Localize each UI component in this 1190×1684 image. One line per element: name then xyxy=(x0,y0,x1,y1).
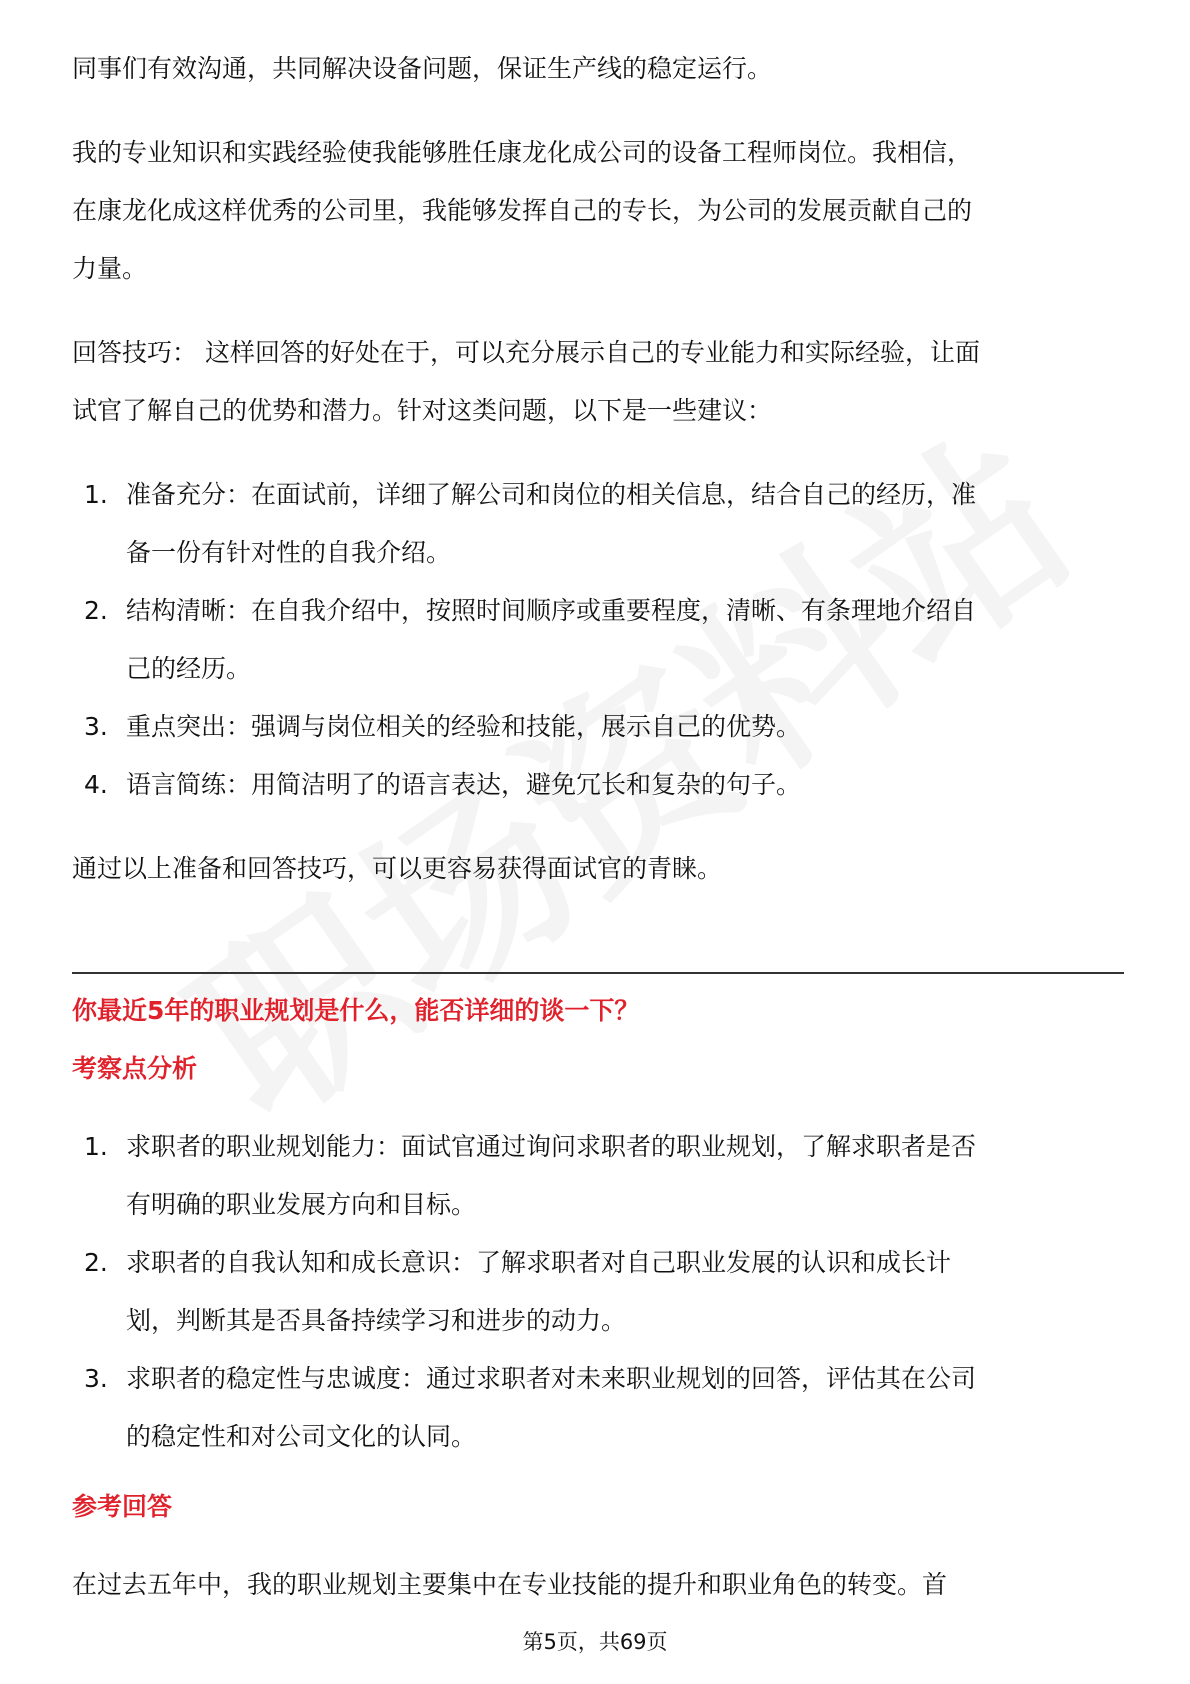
list-text: 有明确的职业发展方向和目标。 xyxy=(126,1190,477,1219)
paragraph-intro-1: 同事们有效沟通，共同解决设备问题，保证生产线的稳定运行。 xyxy=(72,54,773,83)
analysis-heading: 考察点分析 xyxy=(72,1054,198,1083)
list-text: 备一份有针对性的自我介绍。 xyxy=(126,538,452,567)
paragraph-intro-2 xyxy=(72,124,1122,298)
list-item xyxy=(72,698,1122,756)
list-item xyxy=(72,466,1122,582)
list-text: 的稳定性和对公司文化的认同。 xyxy=(126,1422,477,1451)
list-item xyxy=(72,1118,1122,1234)
question-heading: 你最近5年的职业规划是什么，能否详细的谈一下？ xyxy=(72,996,640,1025)
list-text: 划，判断其是否具备持续学习和进步的动力。 xyxy=(126,1306,627,1335)
paragraph-line: 力量。 xyxy=(72,254,148,283)
list-text: 结构清晰：在自我介绍中，按照时间顺序或重要程度，清晰、有条理地介绍自 xyxy=(126,596,977,625)
paragraph-line: 在康龙化成这样优秀的公司里，我能够发挥自己的专长，为公司的发展贡献自己的 xyxy=(72,196,973,225)
list-number: 1. xyxy=(84,480,108,509)
paragraph-tips-intro xyxy=(72,324,1122,440)
list-number: 2. xyxy=(84,596,108,625)
question-section xyxy=(72,982,1122,1614)
list-number: 3. xyxy=(84,712,108,741)
tips-list xyxy=(72,466,1122,814)
answer-heading: 参考回答 xyxy=(72,1492,173,1521)
list-text: 准备充分：在面试前，详细了解公司和岗位的相关信息，结合自己的经历，准 xyxy=(126,480,977,509)
page-footer: 第5页，共69页 xyxy=(522,1630,668,1654)
list-number: 3. xyxy=(84,1364,108,1393)
list-text: 求职者的职业规划能力：面试官通过询问求职者的职业规划，了解求职者是否 xyxy=(126,1132,977,1161)
section-divider xyxy=(72,972,1124,974)
list-text: 重点突出：强调与岗位相关的经验和技能，展示自己的优势。 xyxy=(126,712,802,741)
list-number: 1. xyxy=(84,1132,108,1161)
list-text: 求职者的稳定性与忠诚度：通过求职者对未来职业规划的回答，评估其在公司 xyxy=(126,1364,977,1393)
list-item xyxy=(72,1234,1122,1350)
list-text: 语言简练：用简洁明了的语言表达，避免冗长和复杂的句子。 xyxy=(126,770,802,799)
document-body xyxy=(72,40,1122,898)
list-item xyxy=(72,582,1122,698)
answer-paragraph: 在过去五年中，我的职业规划主要集中在专业技能的提升和职业角色的转变。首 xyxy=(72,1570,948,1599)
paragraph-closing: 通过以上准备和回答技巧，可以更容易获得面试官的青睐。 xyxy=(72,854,723,883)
list-item xyxy=(72,1350,1122,1466)
paragraph-line: 试官了解自己的优势和潜力。针对这类问题，以下是一些建议： xyxy=(72,396,773,425)
paragraph-line: 回答技巧： 这样回答的好处在于，可以充分展示自己的专业能力和实际经验，让面 xyxy=(72,338,980,367)
analysis-list xyxy=(72,1118,1122,1466)
paragraph-line: 我的专业知识和实践经验使我能够胜任康龙化成公司的设备工程师岗位。我相信， xyxy=(72,138,973,167)
list-number: 2. xyxy=(84,1248,108,1277)
list-text: 己的经历。 xyxy=(126,654,252,683)
list-number: 4. xyxy=(84,770,108,799)
list-item xyxy=(72,756,1122,814)
list-text: 求职者的自我认知和成长意识：了解求职者对自己职业发展的认识和成长计 xyxy=(126,1248,952,1277)
